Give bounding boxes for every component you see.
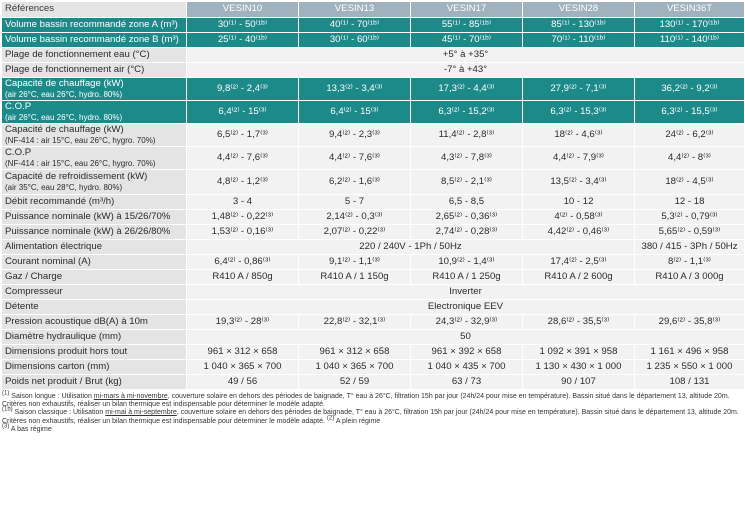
value-cell: 2,74⁽²⁾ - 0,28⁽³⁾ — [411, 225, 523, 240]
row-label — [2, 78, 187, 101]
spec-row — [2, 330, 745, 345]
value-cell: 110⁽¹⁾ - 140⁽¹ᵇ⁾ — [635, 33, 745, 48]
row-label — [2, 170, 187, 195]
value-cell: 9,4⁽²⁾ - 2,3⁽³⁾ — [299, 124, 411, 147]
row-label — [2, 18, 187, 33]
footnote-1b-mark: (1b) — [2, 407, 13, 414]
row-label-text: Diamètre hydraulique (mm) — [5, 330, 122, 342]
value-cell: 55⁽¹⁾ - 85⁽¹ᵇ⁾ — [411, 18, 523, 33]
row-label — [2, 101, 187, 124]
value-cell: 4,4⁽²⁾ - 7,6⁽³⁾ — [187, 147, 299, 170]
value-cell: 1 092 × 391 × 958 — [523, 345, 635, 360]
spec-row — [2, 285, 745, 300]
value-cell: 6,3⁽²⁾ - 15,3⁽³⁾ — [523, 101, 635, 124]
spec-table — [1, 1, 745, 390]
footnote-1-text-b: , couverture solaire en dehors des périodes de baignade, T° eau à 26°C, filtration 15h par jour (24h/24 pour mise en température). Bassin situé dans le département 13, altitude 20m. Critères non exhaustifs, réaliser un bilan thermique est indispensable pour déterminer le modèle adapté. — [2, 393, 730, 409]
spec-row — [2, 147, 745, 170]
value-cell: 961 × 392 × 658 — [411, 345, 523, 360]
value-cell: 1 235 × 550 × 1 000 — [635, 360, 745, 375]
spec-row — [2, 375, 745, 390]
value-cell: 13,5⁽²⁾ - 3,4⁽³⁾ — [523, 170, 635, 195]
value-cell: 6,4⁽²⁾ - 15⁽³⁾ — [187, 101, 299, 124]
row-label — [2, 210, 187, 225]
header-model: VESIN36T — [635, 2, 745, 18]
row-label — [2, 63, 187, 78]
value-cell: 4,4⁽²⁾ - 8⁽³⁾ — [635, 147, 745, 170]
footnote-3-mark: (3) — [2, 423, 10, 430]
row-label-text: Dimensions carton (mm) — [5, 360, 110, 372]
spec-row — [2, 270, 745, 285]
row-label — [2, 33, 187, 48]
row-label-conditions: (NF-414 : air 15°C, eau 26°C, hygro. 70%) — [5, 158, 156, 168]
value-cell: 2,14⁽²⁾ - 0,3⁽³⁾ — [299, 210, 411, 225]
row-label — [2, 225, 187, 240]
value-cell: +5° à +35° — [187, 48, 745, 63]
value-cell: 25⁽¹⁾ - 40⁽¹ᵇ⁾ — [187, 33, 299, 48]
value-cell: 1 040 × 365 × 700 — [187, 360, 299, 375]
value-cell: 108 / 131 — [635, 375, 745, 390]
value-cell: 30⁽¹⁾ - 50⁽¹ᵇ⁾ — [187, 18, 299, 33]
value-cell: 18⁽²⁾ - 4,5⁽³⁾ — [635, 170, 745, 195]
spec-row — [2, 240, 745, 255]
value-cell: 6,3⁽²⁾ - 15,2⁽³⁾ — [411, 101, 523, 124]
footnote-3-text: A bas régime — [9, 425, 52, 433]
footnote-3 — [2, 423, 743, 434]
row-label — [2, 48, 187, 63]
spec-row — [2, 195, 745, 210]
value-cell: 380 / 415 - 3Ph / 50Hz — [635, 240, 745, 255]
value-cell: 9,1⁽²⁾ - 1,1⁽³⁾ — [299, 255, 411, 270]
value-cell: 30⁽¹⁾ - 60⁽¹ᵇ⁾ — [299, 33, 411, 48]
footnotes — [2, 390, 743, 434]
value-cell: 6,4⁽²⁾ - 15⁽³⁾ — [299, 101, 411, 124]
value-cell: 49 / 56 — [187, 375, 299, 390]
row-label-text: Volume bassin recommandé zone A (m³) — [5, 18, 178, 30]
value-cell: 5 - 7 — [299, 195, 411, 210]
row-label — [2, 300, 187, 315]
value-cell: Inverter — [187, 285, 745, 300]
value-cell: 1 130 × 430 × 1 000 — [523, 360, 635, 375]
spec-row — [2, 48, 745, 63]
row-label-conditions: (air 26°C, eau 26°C, hydro. 80%) — [5, 112, 123, 122]
row-label — [2, 315, 187, 330]
row-label-text: Dimensions produit hors tout — [5, 345, 128, 357]
spec-row — [2, 33, 745, 48]
value-cell: 19,3⁽²⁾ - 28⁽³⁾ — [187, 315, 299, 330]
value-cell: R410 A / 2 600g — [523, 270, 635, 285]
footnote-1 — [2, 390, 743, 409]
spec-row — [2, 210, 745, 225]
row-label-text: Courant nominal (A) — [5, 255, 91, 267]
row-label-text: Plage de fonctionnement eau (°C) — [5, 48, 150, 60]
spec-row — [2, 225, 745, 240]
value-cell: 6,3⁽²⁾ - 15,5⁽³⁾ — [635, 101, 745, 124]
value-cell: 3 - 4 — [187, 195, 299, 210]
value-cell: 4⁽²⁾ - 0,58⁽³⁾ — [523, 210, 635, 225]
row-label-text: Débit recommandé (m³/h) — [5, 195, 115, 207]
footnote-1b-text-a: Saison classique : Utilisation — [12, 409, 106, 417]
row-label-text: Plage de fonctionnement air (°C) — [5, 63, 145, 75]
value-cell: 10 - 12 — [523, 195, 635, 210]
row-label-text: Capacité de refroidissement (kW) — [5, 171, 148, 183]
row-label — [2, 255, 187, 270]
row-label-conditions: (air 26°C, eau 26°C, hydro. 80%) — [5, 89, 123, 99]
row-label-text: Puissance nominale (kW) à 15/26/70% — [5, 210, 171, 222]
row-label — [2, 124, 187, 147]
row-label-text: Capacité de chauffage (kW) — [5, 78, 124, 90]
value-cell: 4,8⁽²⁾ - 1,2⁽³⁾ — [187, 170, 299, 195]
value-cell: 45⁽¹⁾ - 70⁽¹ᵇ⁾ — [411, 33, 523, 48]
value-cell: 70⁽¹⁾ - 110⁽¹ᵇ⁾ — [523, 33, 635, 48]
value-cell: 18⁽²⁾ - 4,6⁽³⁾ — [523, 124, 635, 147]
value-cell: R410 A / 1 150g — [299, 270, 411, 285]
row-label-text: C.O.P — [5, 147, 32, 159]
value-cell: 9,8⁽²⁾ - 2,4⁽³⁾ — [187, 78, 299, 101]
row-label-text: Pression acoustique dB(A) à 10m — [5, 315, 148, 327]
value-cell: 6,4⁽²⁾ - 0,86⁽³⁾ — [187, 255, 299, 270]
row-label — [2, 285, 187, 300]
row-label — [2, 240, 187, 255]
header-label: Références — [2, 2, 187, 18]
spec-row — [2, 345, 745, 360]
footnote-1-period: mi-mars à mi-novembre — [93, 393, 168, 400]
value-cell: Electronique EEV — [187, 300, 745, 315]
spec-row — [2, 78, 745, 101]
value-cell: 50 — [187, 330, 745, 345]
value-cell: 22,8⁽²⁾ - 32,1⁽³⁾ — [299, 315, 411, 330]
row-label — [2, 195, 187, 210]
footnote-1-mark: (1) — [2, 390, 10, 397]
row-label-text: Détente — [5, 300, 39, 312]
value-cell: 130⁽¹⁾ - 170⁽¹ᵇ⁾ — [635, 18, 745, 33]
value-cell: 6,2⁽²⁾ - 1,6⁽³⁾ — [299, 170, 411, 195]
value-cell: 24,3⁽²⁾ - 32,9⁽³⁾ — [411, 315, 523, 330]
value-cell: 63 / 73 — [411, 375, 523, 390]
spec-row — [2, 124, 745, 147]
value-cell: 4,4⁽²⁾ - 7,6⁽³⁾ — [299, 147, 411, 170]
value-cell: 6,5⁽²⁾ - 1,7⁽³⁾ — [187, 124, 299, 147]
spec-row — [2, 315, 745, 330]
value-cell: 85⁽¹⁾ - 130⁽¹ᵇ⁾ — [523, 18, 635, 33]
row-label-text: C.O.P — [5, 101, 32, 113]
value-cell: 17,4⁽²⁾ - 2,5⁽³⁾ — [523, 255, 635, 270]
value-cell: 4,4⁽²⁾ - 7,9⁽³⁾ — [523, 147, 635, 170]
value-cell: 40⁽¹⁾ - 70⁽¹ᵇ⁾ — [299, 18, 411, 33]
value-cell: 36,2⁽²⁾ - 9,2⁽³⁾ — [635, 78, 745, 101]
row-label-conditions: (air 35°C, eau 28°C, hydro. 80%) — [5, 182, 123, 192]
value-cell: R410 A / 1 250g — [411, 270, 523, 285]
value-cell: 27,9⁽²⁾ - 7,1⁽³⁾ — [523, 78, 635, 101]
value-cell: 11,4⁽²⁾ - 2,8⁽³⁾ — [411, 124, 523, 147]
footnote-1b — [2, 409, 743, 425]
row-label — [2, 147, 187, 170]
value-cell: 17,3⁽²⁾ - 4,4⁽³⁾ — [411, 78, 523, 101]
value-cell: 5,3⁽²⁾ - 0,79⁽³⁾ — [635, 210, 745, 225]
row-label-text: Gaz / Charge — [5, 270, 63, 282]
row-label-text: Compresseur — [5, 285, 63, 297]
value-cell: 28,6⁽²⁾ - 35,5⁽³⁾ — [523, 315, 635, 330]
row-label — [2, 330, 187, 345]
footnote-1-text-a: Saison longue : Utilisation — [9, 393, 94, 400]
footnote-2-mark: (2) — [326, 415, 335, 422]
value-cell: R410 A / 850g — [187, 270, 299, 285]
footnote-1b-text-b: , couverture solaire en dehors des périodes de baignade, T° eau à 26°C, filtration 15h par jour (24h/24 pour mise en température). Bassin situé dans le département 13, altitude 20m. Critères non exhaustifs, réaliser un bilan thermique est indispensable pour déterminer le modèle adapté. — [2, 409, 739, 425]
value-cell: 1,48⁽²⁾ - 0,22⁽³⁾ — [187, 210, 299, 225]
value-cell: 13,3⁽²⁾ - 3,4⁽³⁾ — [299, 78, 411, 101]
value-cell: 961 × 312 × 658 — [187, 345, 299, 360]
row-label — [2, 345, 187, 360]
value-cell: 29,6⁽²⁾ - 35,8⁽³⁾ — [635, 315, 745, 330]
row-label-text: Puissance nominale (kW) à 26/26/80% — [5, 225, 171, 237]
spec-table-body — [2, 18, 745, 390]
footnote-1b-period: mi-mai à mi-septembre — [105, 409, 177, 417]
value-cell: 8,5⁽²⁾ - 2,1⁽³⁾ — [411, 170, 523, 195]
spec-row — [2, 170, 745, 195]
spec-row — [2, 255, 745, 270]
value-cell: 90 / 107 — [523, 375, 635, 390]
value-cell: 1 040 × 435 × 700 — [411, 360, 523, 375]
row-label — [2, 375, 187, 390]
row-label-text: Capacité de chauffage (kW) — [5, 124, 124, 136]
value-cell: 1 161 × 496 × 958 — [635, 345, 745, 360]
value-cell: 52 / 59 — [299, 375, 411, 390]
value-cell: 24⁽²⁾ - 6,2⁽³⁾ — [635, 124, 745, 147]
value-cell: -7° à +43° — [187, 63, 745, 78]
row-label-text: Volume bassin recommandé zone B (m³) — [5, 33, 179, 45]
value-cell: 5,65⁽²⁾ - 0,59⁽³⁾ — [635, 225, 745, 240]
row-label-conditions: (NF-414 : air 15°C, eau 26°C, hygro. 70%) — [5, 135, 156, 145]
value-cell: 6,5 - 8,5 — [411, 195, 523, 210]
row-label-text: Poids net produit / Brut (kg) — [5, 375, 122, 387]
value-cell: 4,42⁽²⁾ - 0,46⁽³⁾ — [523, 225, 635, 240]
row-label-text: Alimentation électrique — [5, 240, 103, 252]
value-cell: 1 040 × 365 × 700 — [299, 360, 411, 375]
row-label — [2, 270, 187, 285]
footnote-2-text: A plein régime — [334, 417, 381, 425]
header-model: VESIN17 — [411, 2, 523, 18]
value-cell: R410 A / 3 000g — [635, 270, 745, 285]
header-model: VESIN13 — [299, 2, 411, 18]
value-cell: 12 - 18 — [635, 195, 745, 210]
value-cell: 961 × 312 × 658 — [299, 345, 411, 360]
value-cell: 220 / 240V - 1Ph / 50Hz — [187, 240, 635, 255]
spec-row — [2, 300, 745, 315]
spec-row — [2, 360, 745, 375]
value-cell: 1,53⁽²⁾ - 0,16⁽³⁾ — [187, 225, 299, 240]
value-cell: 10,9⁽²⁾ - 1,4⁽³⁾ — [411, 255, 523, 270]
header-model: VESIN28 — [523, 2, 635, 18]
header-model: VESIN10 — [187, 2, 299, 18]
spec-row — [2, 63, 745, 78]
header-row — [2, 2, 745, 18]
value-cell: 4,3⁽²⁾ - 7,8⁽³⁾ — [411, 147, 523, 170]
value-cell: 8⁽²⁾ - 1,1⁽³⁾ — [635, 255, 745, 270]
spec-row — [2, 18, 745, 33]
value-cell: 2,07⁽²⁾ - 0,22⁽³⁾ — [299, 225, 411, 240]
row-label — [2, 360, 187, 375]
spec-row — [2, 101, 745, 124]
value-cell: 2,65⁽²⁾ - 0,36⁽³⁾ — [411, 210, 523, 225]
